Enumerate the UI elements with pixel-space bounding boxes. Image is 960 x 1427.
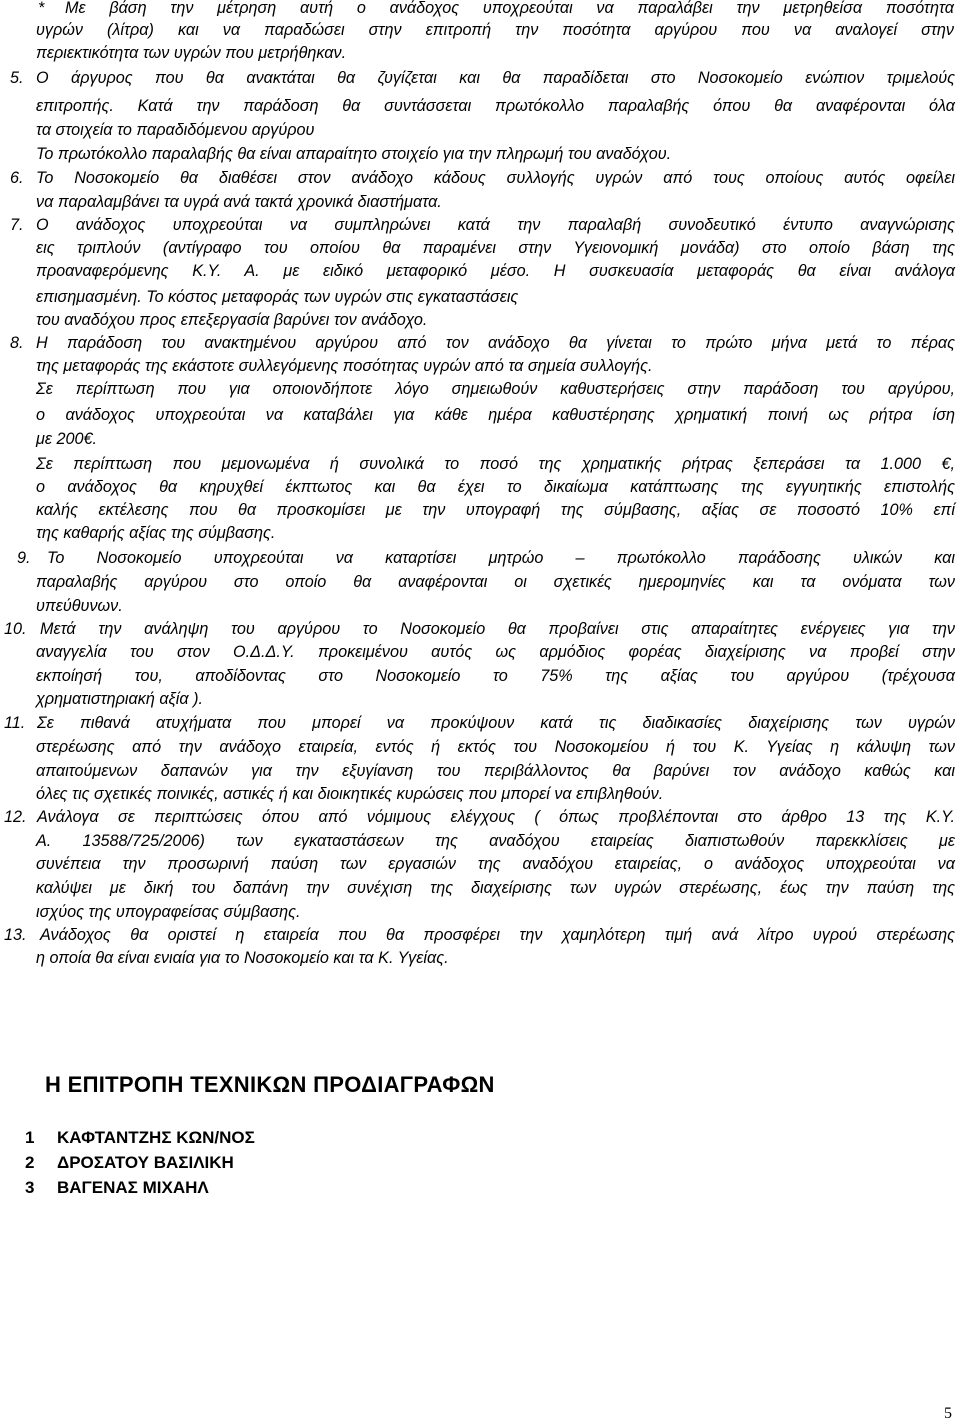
- item-line: να παραλαμβάνει τα υγρά ανά τακτά χρονικά διαστήματα.: [36, 193, 442, 211]
- item-line: της μεταφοράς της εκάστοτε συλλεγόμενης ποσότητας υγρών από τα σημεία συλλογής.: [36, 357, 653, 375]
- intro-line: υγρών (λίτρα) και να παραδώσει στην επιτροπή την ποσότητα αργύρου που να αναλογεί στην: [36, 21, 954, 39]
- item-line: επιτροπής. Κατά την παράδοση θα συντάσσεται πρωτόκολλο παραλαβής όπου θα αναφέρονται όλα: [36, 97, 955, 115]
- item-line: ο ανάδοχος θα κηρυχθεί έκπτωτος και θα έχει το δικαίωμα κατάπτωσης της εγγυητικής επιστολής: [36, 478, 955, 496]
- item-line: Α. 13588/725/2006) των εγκαταστάσεων της αναδόχου εταιρείας διαπιστωθούν παρεκκλίσεις με: [36, 832, 955, 850]
- item-number: 5.: [10, 69, 24, 87]
- committee-member: [25, 1125, 255, 1150]
- item-line: Σε περίπτωση που μεμονωμένα ή συνολικά το ποσό της χρηματικής ρήτρας ξεπεράσει τα 1.000 €,: [36, 455, 955, 473]
- item-line: Το Νοσοκομείο υποχρεούται να καταρτίσει μητρώο – πρωτόκολλο παράδοσης υλικών και: [47, 549, 955, 567]
- item-number: 13.: [4, 926, 27, 944]
- member-index: 3: [25, 1178, 35, 1197]
- item-number: 6.: [10, 169, 24, 187]
- committee-member: [25, 1175, 255, 1200]
- item-number: 8.: [10, 334, 24, 352]
- item-line: προαναφερόμενης Κ.Υ. Α. με ειδικό μεταφορικό μέσο. Η συσκευασία μεταφοράς θα είναι ανάλογα: [36, 262, 955, 280]
- item-line: εκποίησή του, αποδίδοντας στο Νοσοκομείο το 75% της αξίας του αργύρου (τρέχουσα: [36, 667, 955, 685]
- item-line: επισημασμένη. Το κόστος μεταφοράς των υγρών στις εγκαταστάσεις: [36, 288, 519, 306]
- item-line: Ο άργυρος που θα ανακτάται θα ζυγίζεται και θα παραδίδεται στο Νοσοκομείο ενώπιον τριμελούς: [36, 69, 955, 87]
- item-line: Ανάδοχος θα οριστεί η εταιρεία που θα προσφέρει την χαμηλότερη τιμή ανά λίτρο υγρού στερέωσης: [40, 926, 955, 944]
- item-number: 12.: [4, 808, 27, 826]
- item-number: 10.: [4, 620, 27, 638]
- item-line: τα στοιχεία το παραδιδόμενου αργύρου: [36, 121, 315, 139]
- member-index: 1: [25, 1128, 35, 1147]
- item-line: παραλαβής αργύρου στο οποίο θα αναφέρονται οι σχετικές ημερομηνίες και τα ονόματα των: [36, 573, 955, 591]
- committee-members-list: [25, 1125, 255, 1200]
- item-line: Σε περίπτωση που για οποιονδήποτε λόγο σημειωθούν καθυστερήσεις στην παράδοση του αργύρου,: [36, 380, 955, 398]
- item-line: εις τριπλούν (αντίγραφο του οποίου θα παραμένει στην Υγειονομική μονάδα) στο οποίο βάση της: [36, 239, 955, 257]
- item-line: της καθαρής αξίας της σύμβασης.: [36, 524, 276, 542]
- member-name: ΔΡΟΣΑΤΟΥ ΒΑΣΙΛΙΚΗ: [57, 1153, 234, 1172]
- item-line: συνέπεια την προσωρινή παύση των εργασιών της αναδόχου εταιρείας, ο ανάδοχος υποχρεούται να: [36, 855, 955, 873]
- item-line: αναγγελία του στον Ο.Δ.Δ.Υ. προκειμένου αυτός ως αρμόδιος φορέας διαχείρισης να προβεί στην: [36, 643, 955, 661]
- item-line: Το Νοσοκομείο θα διαθέσει στον ανάδοχο κάδους συλλογής υγρών από τους οποίους αυτός οφείλει: [36, 169, 955, 187]
- intro-line: περιεκτικότητα των υγρών που μετρήθηκαν.: [36, 44, 347, 62]
- item-line: του αναδόχου προς επεξεργασία βαρύνει τον ανάδοχο.: [36, 311, 428, 329]
- item-number: 7.: [10, 216, 24, 234]
- item-line: όλες τις σχετικές ποινικές, αστικές ή και διοικητικές κυρώσεις που μπορεί να επιβληθούν.: [36, 785, 664, 803]
- item-line: στερέωσης από την ανάδοχο εταιρεία, εντός ή εκτός του Νοσοκομείου ή του Κ. Υγείας η κάλυψη των: [36, 738, 955, 756]
- committee-member: [25, 1150, 255, 1175]
- item-line: Ανάλογα σε περιπτώσεις όπου από νόμιμους ελέγχους ( όπως προβλέπονται στο άρθρο 13 της Κ.Υ.: [37, 808, 955, 826]
- member-name: ΚΑΦΤΑΝΤΖΗΣ ΚΩΝ/ΝΟΣ: [57, 1128, 255, 1147]
- item-line: καλής εκτέλεσης που θα προσκομίσει με την υπογραφή της σύμβασης, αξίας σε ποσοστό 10% επί: [36, 501, 955, 519]
- member-index: 2: [25, 1153, 35, 1172]
- item-line: απαιτούμενων δαπανών για την εξυγίανση του περιβάλλοντος θα βαρύνει τον ανάδοχο καθώς και: [36, 762, 955, 780]
- item-line: Μετά την ανάληψη του αργύρου το Νοσοκομείο θα προβαίνει στις απαραίτητες ενέργειες για την: [40, 620, 955, 638]
- page-number: 5: [944, 1405, 952, 1422]
- item-number: 9.: [17, 549, 31, 567]
- committee-title: Η ΕΠΙΤΡΟΠΗ ΤΕΧΝΙΚΩΝ ΠΡΟΔΙΑΓΡΑΦΩΝ: [45, 1072, 495, 1097]
- item-line: υπεύθυνων.: [36, 597, 123, 615]
- item-number: 11.: [4, 714, 26, 732]
- member-name: ΒΑΓΕΝΑΣ ΜΙΧΑΗΛ: [57, 1178, 209, 1197]
- item-line: ο ανάδοχος υποχρεούται να καταβάλει για κάθε ημέρα καθυστέρησης χρηματική ποινή ως ρήτρα ίση: [36, 406, 955, 424]
- item-line: καλύψει με δική του δαπάνη την συνέχιση της διαχείρισης των υγρών στερέωσης, έως την παύση της: [36, 879, 955, 897]
- item-line: Σε πιθανά ατυχήματα που μπορεί να προκύψουν κατά τις διαδικασίες διαχείρισης των υγρών: [37, 714, 955, 732]
- item-line: χρηματιστηριακή αξία ).: [36, 690, 204, 708]
- intro-marker: *: [38, 0, 45, 17]
- item-line: Η παράδοση του ανακτημένου αργύρου από τον ανάδοχο θα γίνεται το πρώτο μήνα μετά το πέρας: [36, 334, 955, 352]
- item-line: η οποία θα είναι ενιαία για το Νοσοκομείο και τα Κ. Υγείας.: [36, 949, 449, 967]
- item-line: Ο ανάδοχος υποχρεούται να συμπληρώνει κατά την παραλαβή συνοδευτικό έντυπο αναγνώρισης: [36, 216, 955, 234]
- item-line: με 200€.: [36, 430, 97, 448]
- item-line: Το πρωτόκολλο παραλαβής θα είναι απαραίτητο στοιχείο για την πληρωμή του αναδόχου.: [36, 145, 672, 163]
- item-line: ισχύος της υπογραφείσας σύμβασης.: [36, 903, 301, 921]
- intro-line: Με βάση την μέτρηση αυτή ο ανάδοχος υποχρεούται να παραλάβει την μετρηθείσα ποσότητα: [65, 0, 954, 17]
